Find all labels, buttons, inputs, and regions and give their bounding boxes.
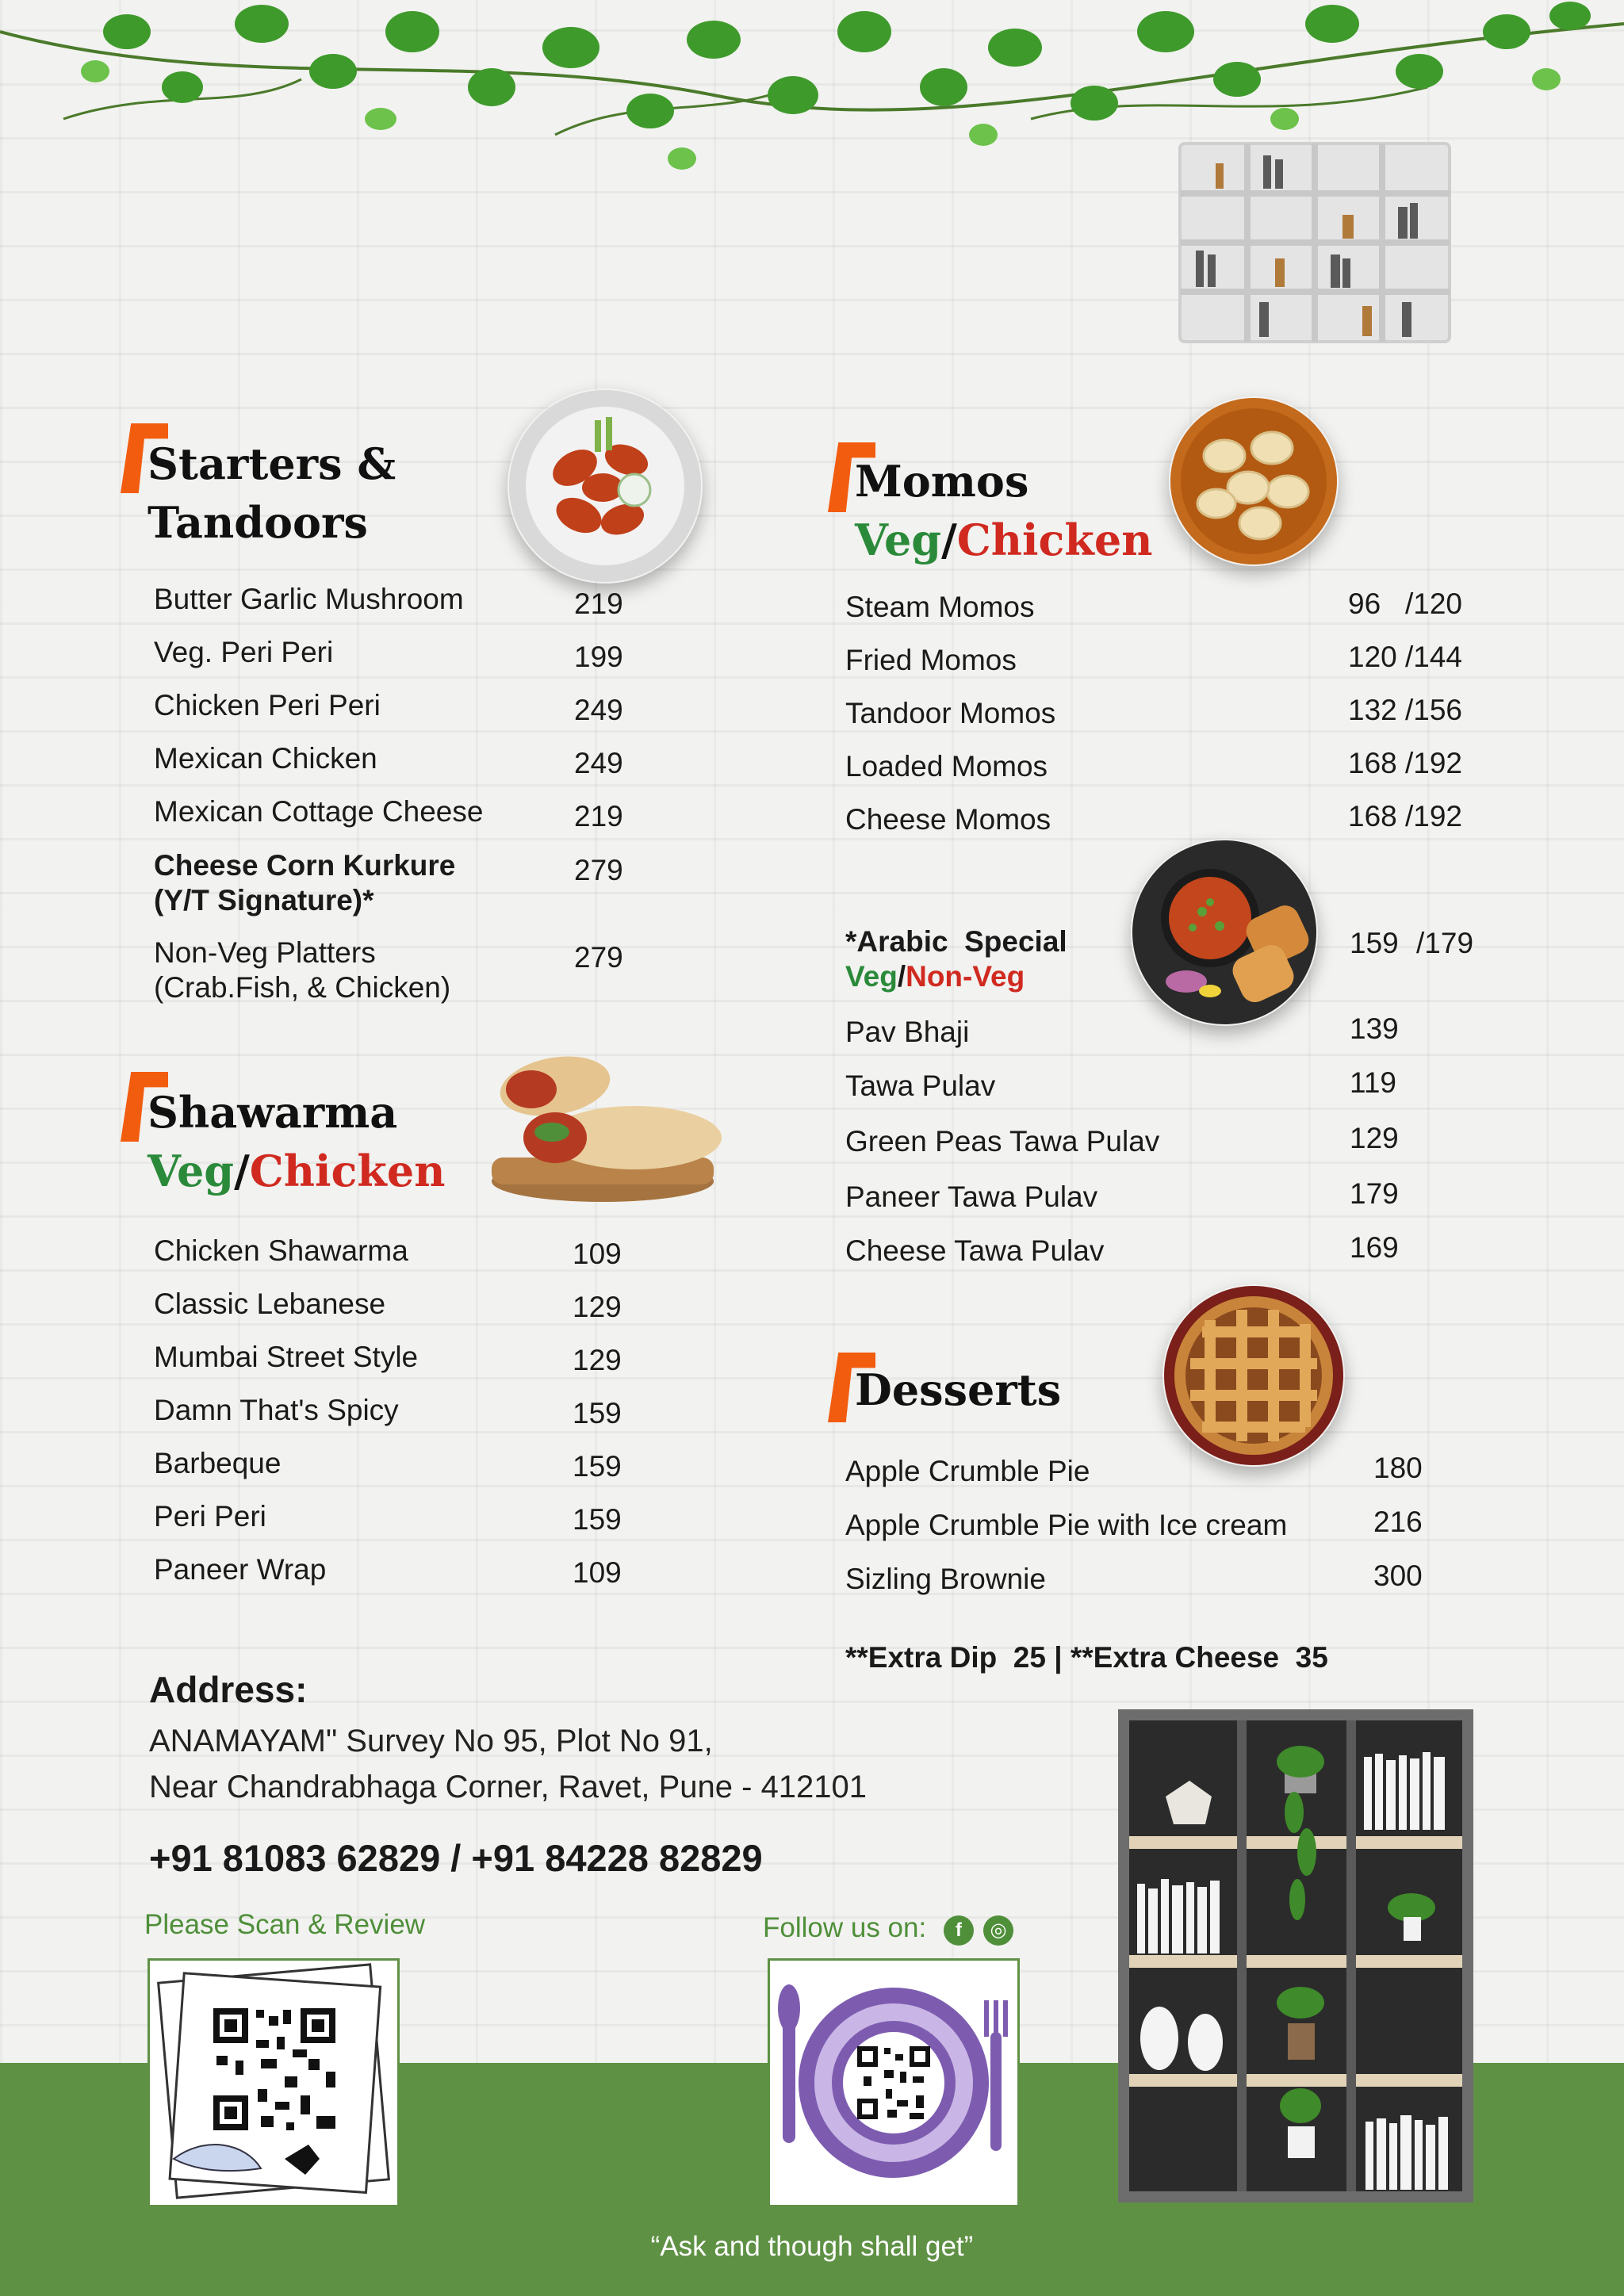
momos-title: [855, 452, 1152, 569]
menu-item: [154, 936, 645, 1005]
slash: /: [234, 1146, 250, 1196]
menu-item-name-line: Steam Momos: [845, 591, 1035, 623]
menu-item-name: [154, 1234, 408, 1269]
social-qr-card[interactable]: [768, 1958, 1020, 2207]
menu-item-name-line: Fried Momos: [845, 644, 1017, 676]
menu-item: [845, 1508, 1480, 1543]
desserts-title: Desserts: [855, 1364, 1062, 1415]
menu-item-price: 159: [573, 1503, 622, 1536]
menu-item-price-chicken: /144: [1405, 641, 1463, 673]
menu-item-name-line: Peri Peri: [154, 1500, 266, 1533]
menu-item: [845, 643, 1480, 678]
menu-item-name-line: Non-Veg Platters: [154, 936, 376, 969]
menu-item-name: [845, 1180, 1097, 1215]
menu-item-name-line: Cheese Momos: [845, 803, 1051, 836]
shawarma-title-line2: [147, 1142, 445, 1200]
slash: /: [897, 960, 906, 993]
menu-item: [154, 688, 645, 726]
arabic-special-price: [1350, 926, 1473, 961]
menu-item: [845, 1012, 1480, 1050]
menu-item-name-line: Chicken Peri Peri: [154, 689, 381, 721]
menu-item-price: 109: [573, 1556, 622, 1589]
menu-item-price: 249: [574, 694, 623, 726]
menu-item: [845, 1124, 1480, 1159]
menu-item: [154, 582, 645, 620]
non-veg-label: Non-Veg: [906, 960, 1025, 993]
phone-numbers: +91 81083 62829 / +91 84228 82829: [149, 1837, 763, 1879]
veg-label: Veg: [845, 960, 898, 993]
starters-title: [147, 434, 396, 552]
menu-item-name: [154, 1446, 281, 1481]
menu-item-price-chicken: /156: [1405, 694, 1463, 726]
menu-item-name: [154, 1340, 418, 1375]
menu-item-name: [154, 794, 483, 829]
menu-item-name-line: Mexican Cottage Cheese: [154, 795, 484, 828]
menu-item-name: [845, 1234, 1104, 1269]
menu-item-name-line: Mumbai Street Style: [154, 1341, 419, 1373]
instagram-icon[interactable]: ◎: [983, 1915, 1013, 1946]
menu-item-price: 180: [1373, 1452, 1423, 1484]
menu-item-price: 168: [1348, 800, 1397, 832]
menu-item-name: [845, 696, 1055, 731]
menu-item-price-chicken: /192: [1405, 800, 1463, 832]
arabic-special-title: *Arabic Special: [845, 925, 1067, 958]
starters-title-line2: Tandoors: [147, 497, 368, 548]
momos-title-line1: Momos: [855, 456, 1029, 507]
arabic-special-price-nonveg: /179: [1416, 927, 1474, 959]
veg-label: Veg: [147, 1146, 235, 1196]
chicken-label: Chicken: [249, 1146, 446, 1196]
menu-item-name: [845, 749, 1048, 784]
menu-item-price: 139: [1350, 1012, 1399, 1045]
bookcase-illustration: [1118, 1709, 1473, 2202]
address-heading: Address:: [149, 1669, 308, 1710]
menu-item: [154, 1446, 645, 1481]
review-qr-card[interactable]: [147, 1958, 400, 2207]
menu-item: [154, 635, 645, 673]
arabic-special: [845, 924, 1067, 994]
menu-item-price: 169: [1350, 1231, 1399, 1264]
shawarma-title-line1: Shawarma: [147, 1087, 398, 1138]
menu-item-name: [845, 1124, 1159, 1159]
veg-label: Veg: [855, 515, 942, 565]
starters-title-line1: Starters &: [147, 438, 396, 489]
menu-item-name: [154, 936, 450, 1005]
menu-item-name-line: Cheese Tawa Pulav: [845, 1234, 1105, 1267]
menu-item: [845, 749, 1480, 784]
menu-item-name: [154, 1393, 399, 1428]
arabic-special-subtitle: [845, 959, 1067, 994]
menu-item-name: [154, 1552, 326, 1587]
menu-item-price: 119: [1350, 1066, 1396, 1099]
social-qr-code: [770, 1961, 1017, 2205]
menu-item: [845, 696, 1480, 731]
menu-item: [154, 1499, 645, 1534]
menu-item-name: [154, 582, 464, 617]
menu-item-price: 279: [574, 941, 623, 974]
menu-item: [845, 1066, 1480, 1104]
menu-item-name-line: Loaded Momos: [845, 750, 1048, 783]
menu-item-name-line: Green Peas Tawa Pulav: [845, 1125, 1160, 1158]
shawarma-title: [147, 1083, 445, 1200]
menu-item-name-line: Classic Lebanese: [154, 1288, 386, 1320]
momos-photo: [1169, 396, 1339, 566]
scan-review-label: Please Scan & Review: [144, 1909, 426, 1940]
menu-item: [154, 741, 645, 779]
menu-item-price: 129: [573, 1291, 622, 1323]
menu-item-price: 300: [1373, 1559, 1423, 1592]
menu-item-name-line: Veg. Peri Peri: [154, 636, 334, 668]
menu-item-price: 219: [574, 800, 623, 832]
menu-item-price-chicken: /120: [1405, 587, 1463, 620]
menu-item-price: 159: [573, 1450, 622, 1483]
menu-item-name-line: Tandoor Momos: [845, 697, 1056, 729]
menu-item-price: 132: [1348, 694, 1397, 726]
menu-item: [154, 794, 645, 832]
menu-item-price: 199: [574, 641, 623, 673]
menu-item: [154, 1287, 645, 1322]
menu-item-name: [154, 688, 381, 723]
follow-us-label: Follow us on:: [763, 1912, 927, 1943]
menu-item-name-line: Butter Garlic Mushroom: [154, 583, 464, 615]
menu-item-name-line: Apple Crumble Pie: [845, 1455, 1090, 1487]
menu-item: [845, 1454, 1480, 1489]
menu-item: [845, 1231, 1480, 1269]
menu-item: [154, 1340, 645, 1375]
menu-item-name-line: Pav Bhaji: [845, 1016, 970, 1048]
menu-item-price: 219: [574, 587, 623, 620]
menu-item-name: [845, 1508, 1287, 1543]
menu-item-name-line: Sizling Brownie: [845, 1563, 1046, 1595]
menu-item-name-line: Mexican Chicken: [154, 742, 377, 775]
menu-item-name: [845, 590, 1035, 625]
menu-item-price: 179: [1350, 1177, 1399, 1210]
extras-note: **Extra Dip 25 | **Extra Cheese 35: [845, 1641, 1328, 1674]
arabic-special-price-veg: 159: [1350, 927, 1399, 959]
menu-item-name-line: (Crab.Fish, & Chicken): [154, 971, 451, 1004]
menu-item-price: 159: [573, 1397, 622, 1429]
menu-item-price: 279: [574, 854, 623, 886]
menu-item-price: 249: [574, 747, 623, 779]
menu-item: [845, 802, 1480, 837]
menu-item-price: 216: [1373, 1506, 1423, 1538]
menu-item-name: [154, 1499, 266, 1534]
menu-item-name: [154, 848, 455, 918]
momos-title-line2: [855, 511, 1152, 569]
menu-item-name: [845, 802, 1051, 837]
menu-item-name-line: Apple Crumble Pie with Ice cream: [845, 1509, 1288, 1541]
menu-item-name-line: Paneer Tawa Pulav: [845, 1181, 1098, 1213]
menu-item: [154, 1552, 645, 1587]
menu-item-name-line: Paneer Wrap: [154, 1553, 327, 1586]
menu-item: [154, 1393, 645, 1428]
chicken-wings-photo: [508, 388, 703, 584]
menu-item: [845, 1559, 1480, 1597]
review-qr-code: [150, 1961, 397, 2205]
menu-item-price: 109: [573, 1238, 622, 1270]
menu-item-name-line: Barbeque: [154, 1447, 282, 1479]
menu-item: [845, 1177, 1480, 1215]
menu-item-name: [845, 1562, 1046, 1597]
apple-pie-photo: [1162, 1284, 1345, 1467]
tagline: “Ask and though shall get”: [650, 2231, 974, 2262]
menu-item-name-line: Cheese Corn Kurkure: [154, 849, 456, 882]
pav-bhaji-photo: [1131, 839, 1318, 1026]
menu-item-price: 120: [1348, 641, 1397, 673]
menu-item-price: 129: [573, 1344, 622, 1376]
menu-item-name: [154, 1287, 385, 1322]
menu-item-price: 129: [1350, 1122, 1399, 1154]
menu-item-name-line: Tawa Pulav: [845, 1070, 996, 1102]
menu-item-price: 168: [1348, 747, 1397, 779]
shawarma-wrap-photo: [476, 1039, 730, 1205]
facebook-icon[interactable]: f: [944, 1915, 974, 1946]
menu-item-name-line: Chicken Shawarma: [154, 1234, 408, 1267]
menu-item: [845, 587, 1480, 625]
menu-item: [154, 848, 645, 918]
bookshelf-illustration: [1172, 140, 1457, 347]
chicken-label: Chicken: [956, 515, 1153, 565]
menu-item-name: [845, 1454, 1090, 1489]
menu-item-name-line: (Y/T Signature)*: [154, 884, 374, 916]
menu-item-name: [845, 1069, 995, 1104]
slash: /: [941, 515, 957, 565]
menu-item-name: [154, 741, 377, 776]
menu-item-price: 96: [1348, 587, 1381, 620]
menu-item-name-line: Damn That's Spicy: [154, 1394, 399, 1426]
address-line1: ANAMAYAM" Survey No 95, Plot No 91,: [149, 1724, 713, 1758]
menu-item-name: [154, 635, 333, 670]
menu-item-name: [845, 643, 1017, 678]
menu-item-name: [845, 1015, 969, 1050]
menu-item-price-chicken: /192: [1405, 747, 1463, 779]
menu-item: [154, 1234, 645, 1269]
address-line2: Near Chandrabhaga Corner, Ravet, Pune - 412101: [149, 1770, 868, 1804]
